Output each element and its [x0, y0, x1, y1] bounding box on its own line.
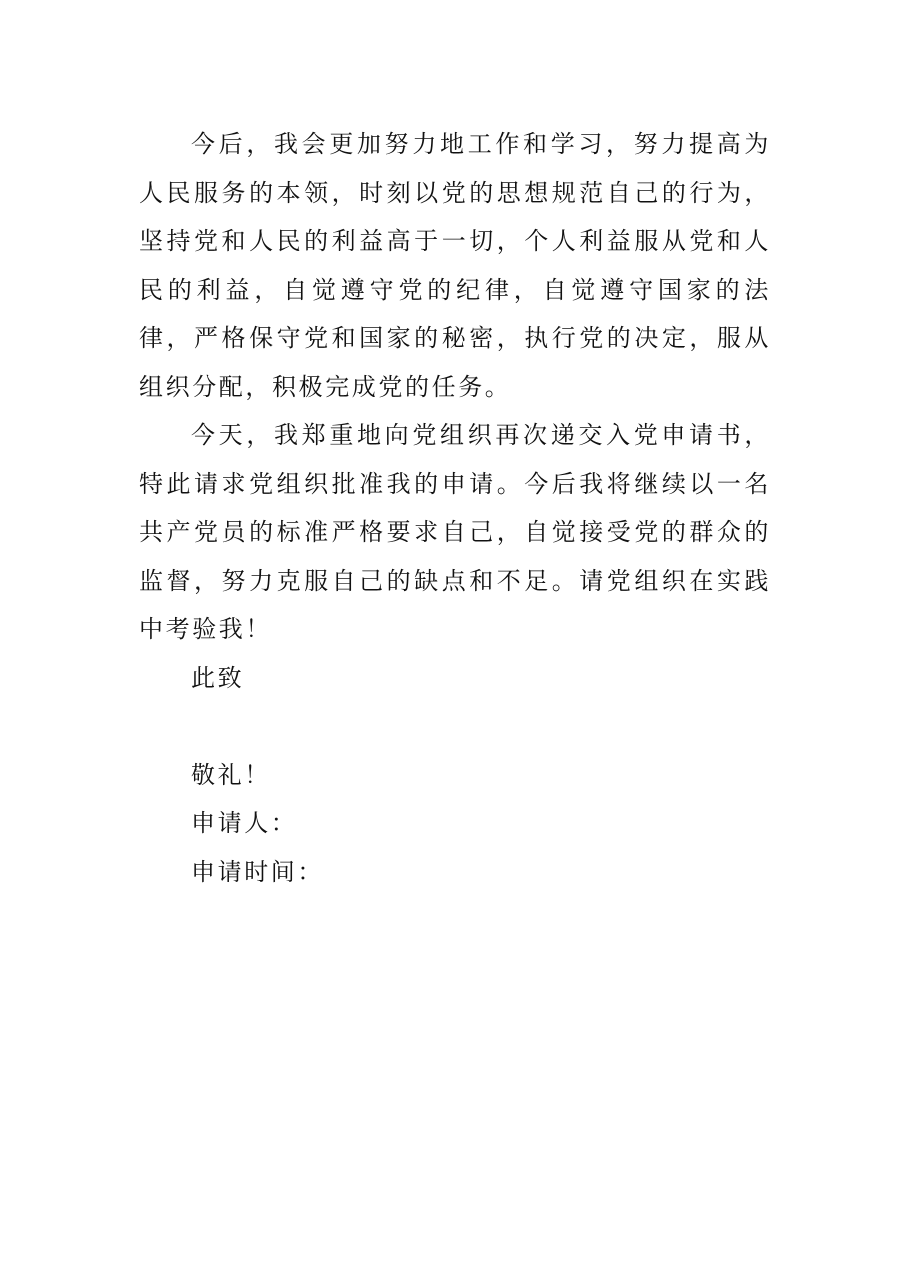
date-label: 申请时间：: [191, 857, 324, 886]
applicant-label: 申请人：: [191, 809, 298, 837]
paragraph-request: 今天，我郑重地向党组织再次递交入党申请书，特此请求党组织批准我的申请。今后我将继续以一名共产党员的标准严格要求自己，自觉接受党的群众的监督，努力克服自己的缺点和不足。请党组织在实践中考验我！: [139, 421, 771, 643]
blank-line: [139, 702, 771, 751]
paragraph-commitment: 今后，我会更加努力地工作和学习，努力提高为人民服务的本领，时刻以党的思想规范自己的行为，坚持党和人民的利益高于一切，个人利益服从党和人民的利益，自觉遵守党的纪律，自觉遵守国家的法律，严格保守党和国家的秘密，执行党的决定，服从组织分配，积极完成党的任务。: [139, 130, 771, 401]
closing-text: 此致: [191, 663, 245, 692]
salutation-text: 敬礼！: [191, 760, 271, 789]
letter-body: [139, 120, 771, 896]
